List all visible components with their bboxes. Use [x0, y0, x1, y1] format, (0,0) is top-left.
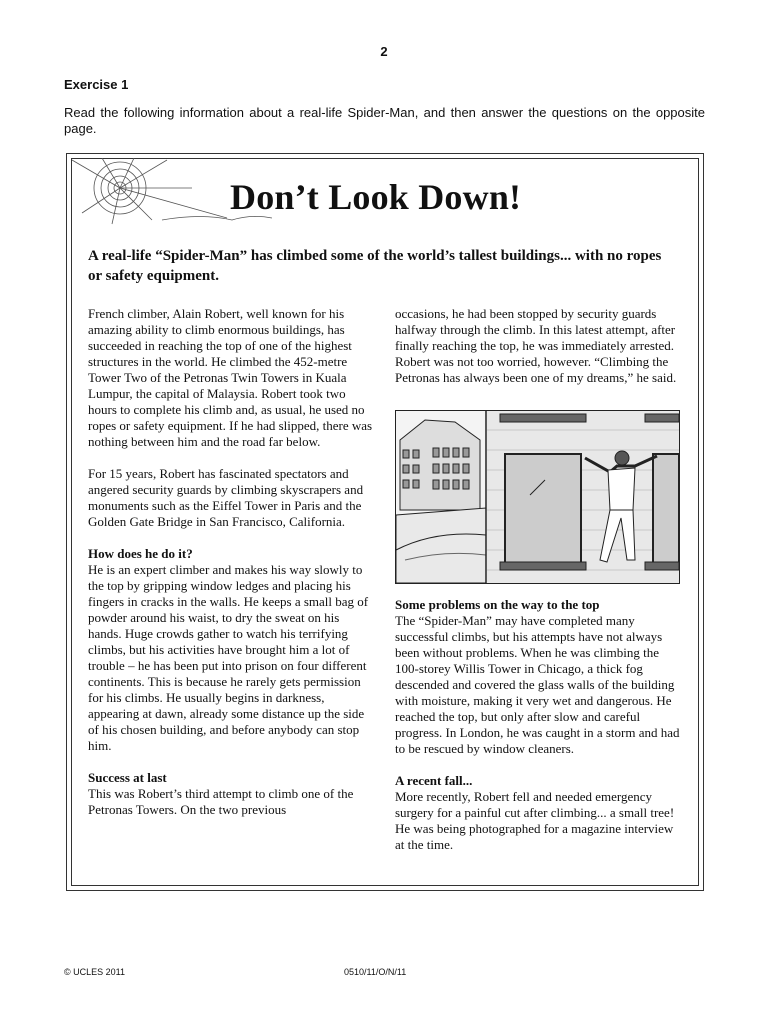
instructions: Read the following information about a real-life Spider-Man, and then answer the questions on the opposite page.: [64, 105, 705, 136]
footer-code: 0510/11/O/N/11: [344, 967, 407, 977]
article-lead: A real-life “Spider-Man” has climbed some of the world’s tallest buildings... with no ropes or safety equipment.: [88, 248, 662, 284]
right-paragraph-3: More recently, Robert fell and needed emergency surgery for a painful cut after climbing... a small tree! He was being photographed for a magazine interview at the time.: [395, 789, 675, 852]
section-heading-success: Success at last: [88, 770, 167, 785]
left-paragraph-1: French climber, Alain Robert, well known for his amazing ability to climb enormous buildings, has succeeded in reaching the top of one of the highest structures in the world. He climbed the 452-metre Tower Two of the Petronas Twin Towers in Kuala Lumpur, the capital of Malaysia. Robert took two hours to complete his climb and, as usual, he used no ropes or safety equipment. If he had slipped, there was nothing between him and the road far below.: [88, 306, 373, 449]
left-paragraph-2: For 15 years, Robert has fascinated spectators and angered security guards by climbing skyscrapers and monuments such as the Eiffel Tower in Paris and the Golden Gate Bridge in San Francisco, California.: [88, 466, 364, 529]
article-left-column: [88, 306, 373, 834]
article-headline: Don’t Look Down!: [230, 177, 522, 217]
section-heading-fall: A recent fall...: [395, 773, 473, 788]
article-right-column-bottom: [395, 597, 685, 869]
right-paragraph-1: occasions, he had been stopped by security guards halfway through the climb. In this latest attempt, after finally reaching the top, he was immediately arrested. Robert was not too worried, however. “Climbing the Petronas has always been one of my dreams,” he said.: [395, 306, 677, 385]
article-right-column-top: [395, 306, 685, 402]
section-heading-problems: Some problems on the way to the top: [395, 597, 600, 612]
section-heading-how: How does he do it?: [88, 546, 193, 561]
right-paragraph-2: The “Spider-Man” may have completed many successful climbs, but his attempts have not always been without problems. When he was climbing the 100-storey Willis Tower in Chicago, a thick fog descended and covered the glass walls of the building with moisture, making it very wet and dangerous. He reached the top, but only after slow and careful progress. In London, he was caught in a storm and had to be rescued by window cleaners.: [395, 613, 680, 756]
left-paragraph-4: This was Robert’s third attempt to climb one of the Petronas Towers. On the two previous: [88, 786, 354, 817]
page-number: 2: [380, 44, 388, 59]
left-paragraph-3: He is an expert climber and makes his way slowly to the top by gripping window ledges and placing his fingers in cracks in the walls. He keeps a small bag of powder around his waist, to dry the sweat on his hands. Huge crowds gather to watch his terrifying climbs, but his activities have brought him a lot of trouble – he has been put into prison on four different continents. This is because he rarely gets permission for his climbs. He usually begins in darkness, appearing at dawn, already some distance up the side of his chosen building, and before anybody can stop him.: [88, 562, 369, 753]
exercise-title: Exercise 1: [64, 77, 129, 92]
footer-copyright: © UCLES 2011: [64, 967, 125, 977]
climber-illustration: [395, 410, 680, 584]
